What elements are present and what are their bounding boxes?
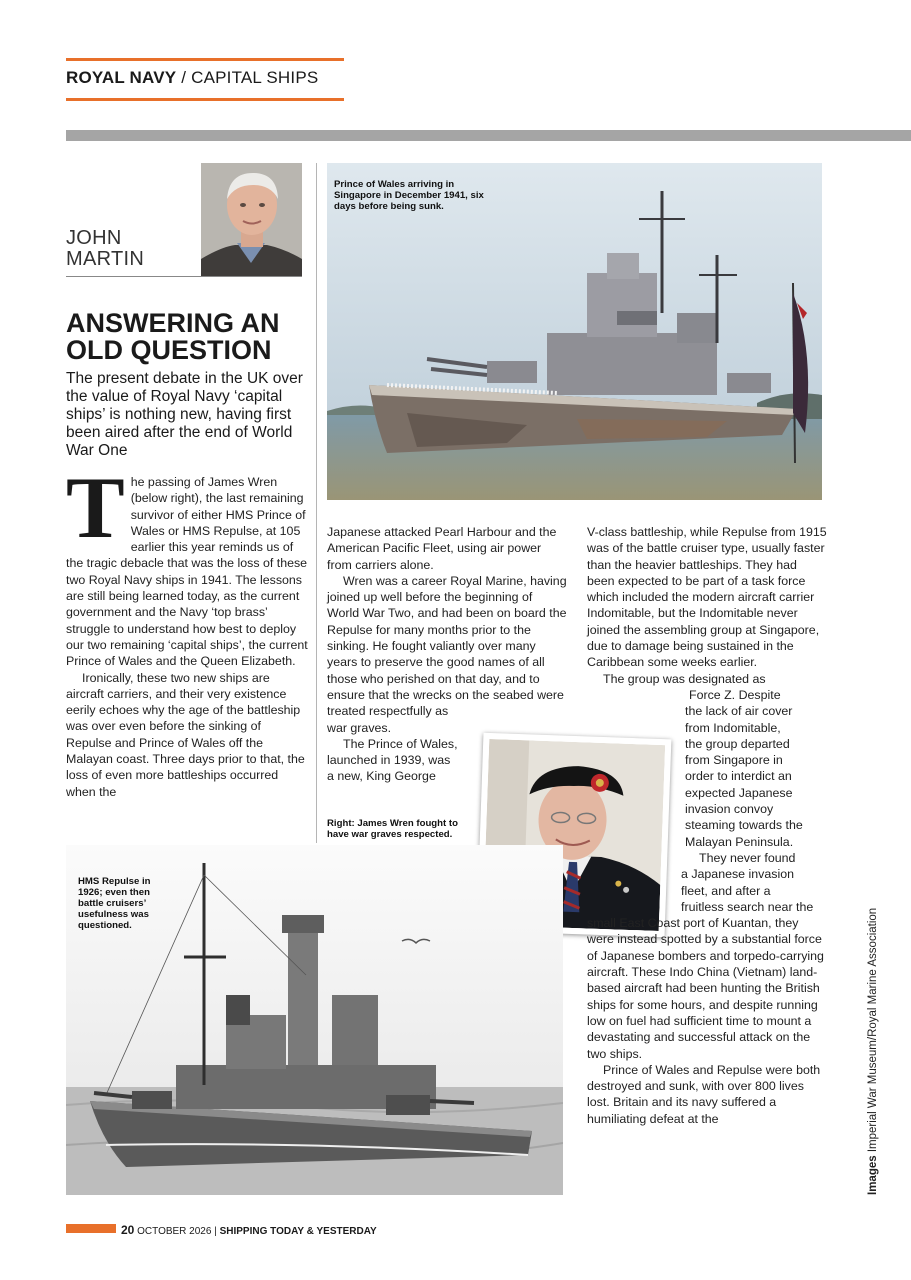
col3-line: Force Z. Despite — [689, 687, 781, 702]
col3-paragraph-3 — [587, 850, 827, 1062]
col3-line: order to interdict an — [685, 769, 792, 784]
col2-paragraph-2: Wren was a career Royal Marine, having joined up well before the beginning of World War Two, and had been on board the Repulse for many months prior to the sinking. He fought valiantly over many years to preserve the good names of all those who perished on that day, and to ensure that the wrecks on the seabed were — [327, 573, 567, 702]
author-byline — [66, 228, 144, 270]
col2-line: The Prince of Wales, — [343, 736, 458, 751]
section-label — [66, 68, 318, 88]
section-rule-bottom — [66, 98, 344, 101]
column-divider — [316, 163, 317, 843]
col3-line: from Indomitable, — [685, 720, 781, 735]
col1-paragraph-2: Ironically, these two new ships are aircraft carriers, and their very existence eerily echoes why the age of the battleship was over even before the sinking of Repulse and Prince of Wales off the Malayan coast. Three days prior to that, the loss of even more battleships occurred when the — [66, 670, 305, 799]
prince-of-wales-photo — [327, 163, 822, 500]
body-column-1 — [66, 460, 308, 800]
col3-line: invasion convoy — [685, 802, 774, 817]
col3-line: the group departed — [685, 736, 790, 751]
footer-accent-bar — [66, 1224, 116, 1233]
standfirst: The present debate in the UK over the value of Royal Navy ‘capital ships’ is nothing new, having first been aired after the end of World War One — [66, 370, 303, 459]
wren-caption: Right: James Wren fought to have war graves respected. — [327, 818, 458, 840]
header-grey-bar — [66, 130, 911, 141]
photo-credit-rest: Imperial War Museum/Royal Marine Association — [867, 907, 879, 1156]
col3-line: fruitless search near the — [681, 899, 814, 914]
col3-line: Malayan Peninsula. — [685, 834, 794, 849]
col3-line: a Japanese invasion — [681, 867, 794, 882]
col2-line: treated respectfully as — [327, 704, 449, 719]
footer-folio — [121, 1223, 377, 1237]
author-last-name: MARTIN — [66, 248, 145, 270]
col2-line: launched in 1939, was — [327, 753, 451, 768]
col3-paragraph-2 — [587, 671, 827, 850]
col3-line: the lack of air cover — [685, 704, 793, 719]
col3-line: fleet, and after a — [681, 883, 771, 898]
col2-line: war graves. — [327, 720, 392, 735]
body-column-3 — [587, 524, 827, 1127]
col3-line: steaming towards the — [685, 818, 803, 833]
col3-line: from Singapore in — [685, 753, 783, 768]
col3-paragraph-4: Prince of Wales and Repulse were both destroyed and sunk, with over 800 lives lost. Britain and its navy suffered a humiliating defeat at the — [587, 1062, 821, 1126]
col3-line: expected Japanese — [685, 785, 793, 800]
section-rule-top — [66, 58, 344, 61]
author-photo — [201, 163, 302, 277]
page-number: 20 — [121, 1223, 135, 1237]
author-first-name: JOHN — [66, 227, 122, 249]
magazine-title: SHIPPING TODAY & YESTERDAY — [219, 1226, 377, 1237]
section-label-bold: ROYAL NAVY — [66, 68, 177, 87]
hms-repulse-caption: HMS Repulse in 1926; even then battle cruisers’ usefulness was questioned. — [78, 876, 151, 931]
headline: ANSWERING AN OLD QUESTION — [66, 308, 280, 365]
col2-line: a new, King George — [327, 769, 436, 784]
col2-paragraph-1: Japanese attacked Pearl Harbour and the American Pacific Fleet, using air power from carriers alone. — [327, 525, 557, 572]
author-rule — [66, 276, 302, 277]
col3-line: The group was designated as — [603, 671, 766, 686]
prince-of-wales-caption: Prince of Wales arriving in Singapore in December 1941, six days before being sunk. — [334, 179, 484, 212]
section-label-rest: / CAPITAL SHIPS — [176, 68, 319, 87]
photo-credit-bold: Images — [867, 1155, 879, 1195]
col2-paragraph-2-end — [327, 703, 567, 736]
col3-paragraph-3-rest: small East Coast port of Kuantan, they were instead spotted by a substantial force of Japanese bombers and torpedo-carrying aircraft. These Indo China (Vietnam) land-based aircraft had been hunting the British ships for some hours, and despite running low on fuel had sufficient time to mount a devastating and successful attack on the two ships. — [587, 916, 824, 1061]
issue-date: OCTOBER 2026 | — [134, 1226, 220, 1237]
col3-line: They never found — [699, 850, 796, 865]
col3-paragraph-1: V-class battleship, while Repulse from 1915 was of the battle cruiser type, usually faster than the heavier battleships. They had been expected to be part of a task force which included the modern aircraft carrier Indomitable, but the Indomitable never joined the assembling group at Singapore, due to damage being sustained in the Caribbean some weeks earlier. — [587, 525, 827, 670]
drop-cap: T — [66, 460, 125, 557]
photo-credit — [867, 908, 879, 1195]
col1-paragraph-1: he passing of James Wren (below right), the last remaining survivor of either HMS Prince of Wales or HMS Repulse, at 105 earlier this year reminds us of the tragic debacle that was the loss of these two Royal Navy ships in 1941. The lessons are still being learned today, as the current government and the Navy ‘top brass’ struggle to understand how best to deploy our two remaining ‘capital ships’, the current Prince of Wales and the Queen Elizabeth. — [66, 475, 308, 669]
